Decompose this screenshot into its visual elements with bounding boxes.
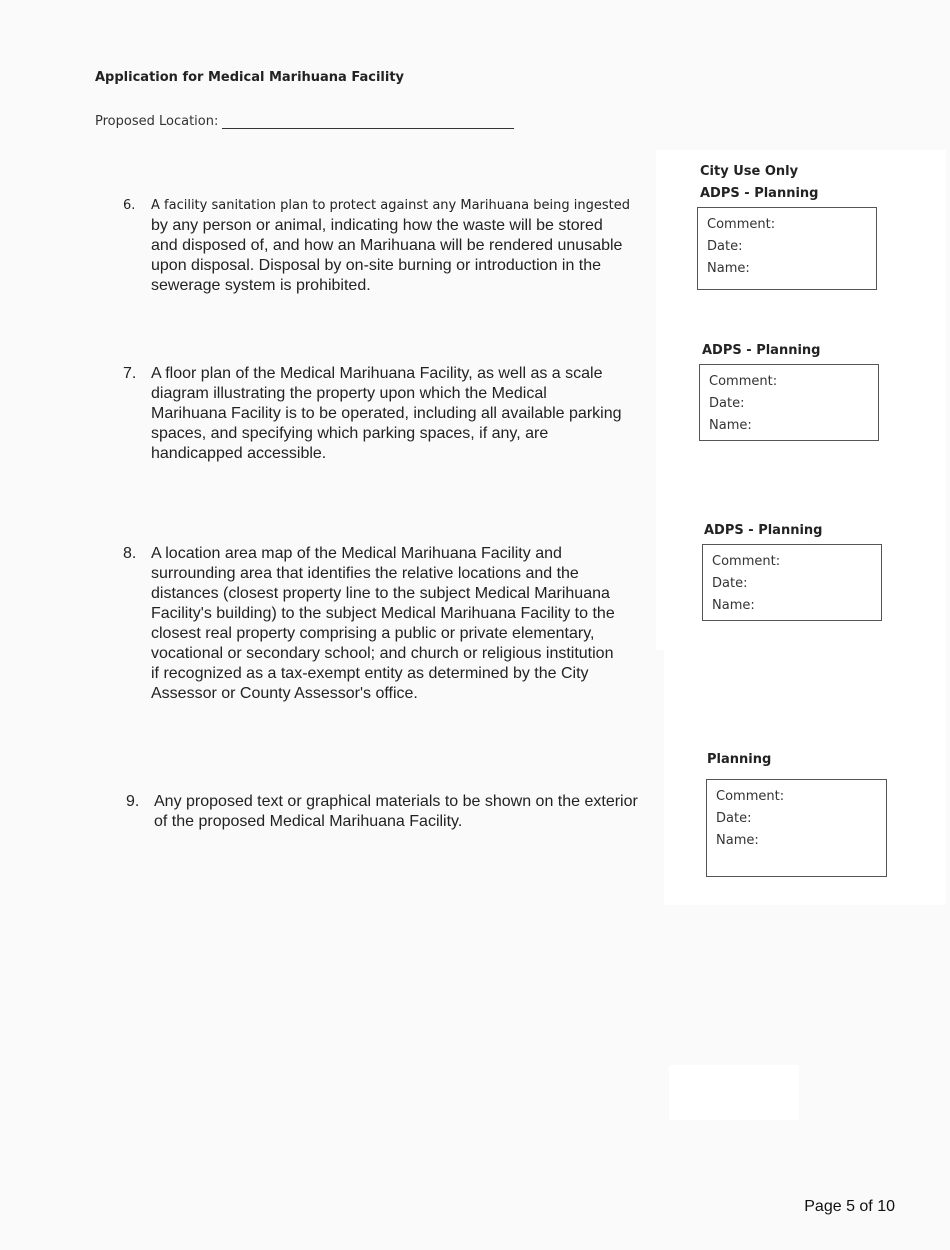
item-text [151,544,615,704]
item-text [151,364,622,464]
comment-label: Comment: [716,789,785,804]
date-label: Date: [716,811,752,826]
item-line: of the proposed Medical Marihuana Facility. [154,813,463,830]
item-line: spaces, and specifying which parking spaces, if any, are [151,425,549,442]
item-line: Marihuana Facility is to be operated, including all available parking [151,405,622,422]
name-label: Name: [712,598,755,613]
review-box-planning[interactable] [706,779,887,877]
item-line: upon disposal. Disposal by on-site burning or introduction in the [151,257,602,274]
document-title: Application for Medical Marihuana Facility [95,70,405,85]
comment-label: Comment: [712,554,781,569]
review-box-heading: ADPS - Planning [700,186,819,201]
requirement-item-7 [123,364,663,469]
review-box-heading: ADPS - Planning [704,523,823,538]
item-number: 6. [123,198,136,213]
review-box-heading: ADPS - Planning [702,343,821,358]
item-text [154,792,638,832]
name-label: Name: [716,833,759,848]
proposed-location-label: Proposed Location: [95,114,219,129]
item-line: and disposed of, and how an Marihuana will be rendered unusable [151,237,623,254]
item-line: Assessor or County Assessor's office. [151,685,418,702]
name-label: Name: [707,261,750,276]
item-line: sewerage system is prohibited. [151,277,371,294]
item-line: Any proposed text or graphical materials to be shown on the exterior [154,793,638,810]
item-number: 8. [123,545,137,562]
item-line: vocational or secondary school; and church or religious institution [151,645,614,662]
requirement-item-6 [123,196,663,306]
item-line: distances (closest property line to the subject Medical Marihuana [151,585,610,602]
item-line: if recognized as a tax-exempt entity as determined by the City [151,665,589,682]
item-line: A location area map of the Medical Marihuana Facility and [151,545,562,562]
date-label: Date: [709,396,745,411]
date-label: Date: [707,239,743,254]
requirement-item-8 [123,544,663,709]
review-box-adps-planning-1[interactable] [697,207,877,290]
name-label: Name: [709,418,752,433]
item-line: diagram illustrating the property upon which the Medical [151,385,547,402]
review-box-heading: Planning [707,752,772,767]
item-line: handicapped accessible. [151,445,327,462]
review-box-adps-planning-3[interactable] [702,544,882,621]
date-label: Date: [712,576,748,591]
item-line: by any person or animal, indicating how the waste will be stored [151,217,603,234]
item-text [151,196,630,296]
item-line: Facility's building) to the subject Medical Marihuana Facility to the [151,605,615,622]
review-box-adps-planning-2[interactable] [699,364,879,441]
requirement-item-9 [126,792,666,837]
proposed-location-row [95,114,514,129]
scan-patch [669,1065,799,1120]
item-line: surrounding area that identifies the relative locations and the [151,565,579,582]
proposed-location-field[interactable] [222,114,514,129]
comment-label: Comment: [709,374,778,389]
item-line: A floor plan of the Medical Marihuana Facility, as well as a scale [151,365,603,382]
item-number: 7. [123,365,137,382]
page-number: Page 5 of 10 [804,1198,895,1215]
item-line: A facility sanitation plan to protect against any Marihuana being ingested [151,198,630,213]
city-use-only-heading: City Use Only [700,164,799,179]
item-number: 9. [126,793,140,810]
comment-label: Comment: [707,217,776,232]
item-line: closest real property comprising a public or private elementary, [151,625,595,642]
